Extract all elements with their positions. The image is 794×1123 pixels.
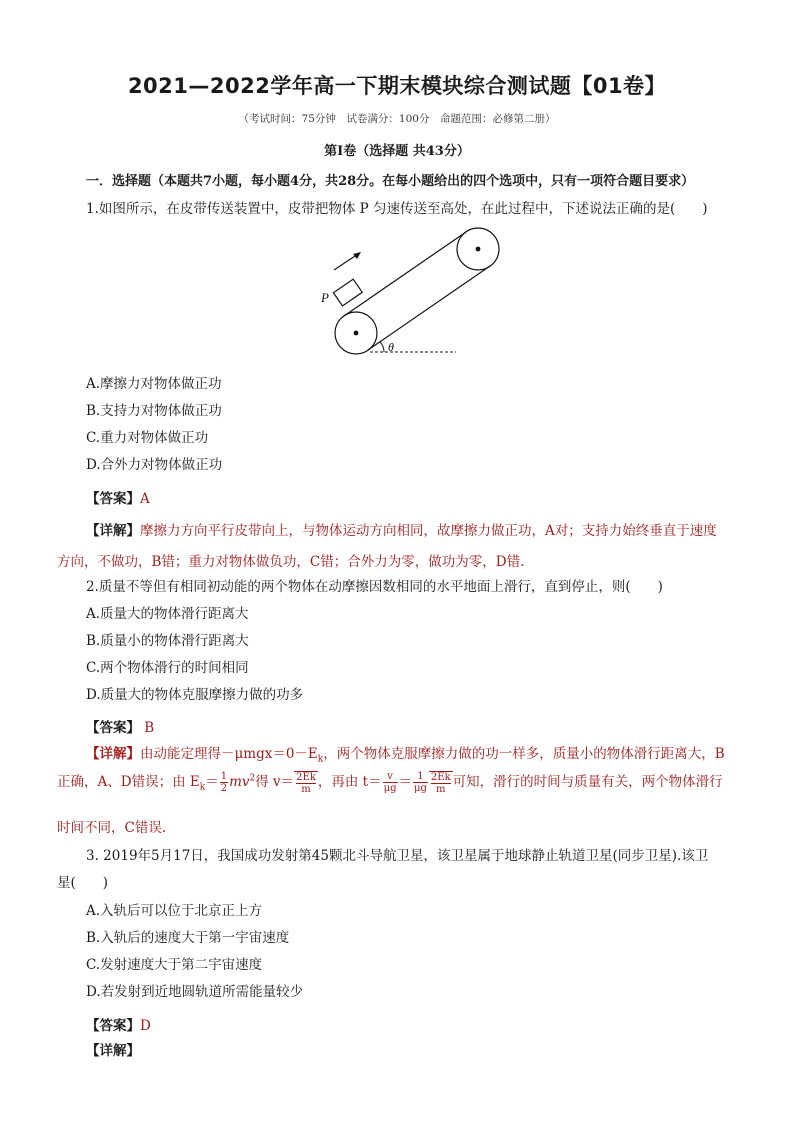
belt-bottom (368, 266, 490, 350)
q1-option-d: D.合外力对物体做正功 (86, 457, 223, 473)
fraction-v-over-mug: $\frac{v}{\mu g}$ (383, 771, 397, 794)
q3-answer: 【答案】D (86, 1018, 151, 1034)
q2-option-c: C.两个物体滑行的时间相同 (86, 660, 249, 676)
label-theta: θ (388, 340, 394, 354)
block-p (333, 279, 362, 306)
answer-value: A (140, 491, 150, 507)
question-3-stem-line-1: 3. 2019年5月17日，我国成功发射第45颗北斗导航卫星，该卫星属于地球静止轨道卫星(同步卫星).该卫 (86, 848, 709, 864)
q3-option-a: A.入轨后可以位于北京正上方 (86, 903, 263, 919)
q1-option-a: A.摩擦力对物体做正功 (86, 376, 222, 392)
q3-option-c: C.发射速度大于第二宇宙速度 (86, 957, 263, 973)
part-heading: 一．选择题（本题共7小题，每小题4分，共28分。在每小题给出的四个选项中，只有一项符合题目要求） (86, 174, 695, 189)
question-2-stem: 2.质量不等但有相同初动能的两个物体在动摩擦因数相同的水平地面上滑行，直到停止，则( ) (86, 579, 663, 595)
sqrt-expression-2: $\frac{2Ek}{m}$ (430, 771, 451, 795)
q1-detail-line-2: 方向，不做功，B错；重力对物体做负功，C错；合外力为零，做功为零，D错. (57, 554, 525, 570)
q2-option-b: B.质量小的物体滑行距离大 (86, 633, 249, 649)
belt-top (344, 232, 466, 316)
conveyor-belt-figure (310, 218, 510, 360)
answer-label: 【答案】 (86, 491, 140, 507)
q1-answer (86, 487, 150, 507)
exam-title: 2021—2022学年高一下期末模块综合测试题【01卷】 (127, 74, 667, 98)
exam-info: （考试时间：75分钟 试卷满分：100分 命题范围：必修第二册） (238, 113, 556, 125)
velocity-arrow (334, 254, 358, 270)
sqrt-expression: $\frac{2Ek}{m}$ (296, 771, 316, 795)
q2-answer: 【答案】 B (86, 720, 155, 736)
q2-detail-line-3: 时间不同，C错误. (57, 820, 167, 836)
q1-option-c: C.重力对物体做正功 (86, 430, 209, 446)
q2-option-a: A.质量大的物体滑行距离大 (86, 606, 249, 622)
q2-detail-line-2: 正确，A、D错误；由 $E_k=$ $\frac{1}{2}$ $mv^2$得 v＝ $\frac{2Ek}{m}$ ，再由 t＝ $\frac{v}{\mu g}$ ＝ $\frac{1}{\mu g}$ $\frac{2Ek}{m}$ 可知，滑行的时间与质量有关，两个物体滑行 (57, 771, 723, 795)
question-3-stem-line-2: 星( ) (57, 875, 109, 891)
q1-option-b: B.支持力对物体做正功 (86, 403, 222, 419)
q3-option-b: B.入轨后的速度大于第一宇宙速度 (86, 930, 290, 946)
question-1-stem: 1.如图所示，在皮带传送装置中，皮带把物体 P 匀速传送至高处，在此过程中，下述说法正确的是( ) (86, 201, 708, 217)
q2-option-d: D.质量大的物体克服摩擦力做的功多 (86, 687, 304, 703)
q2-detail-line-1: 【详解】由动能定理得$-\mu mgx=0-E_k$，两个物体克服摩擦力做的功一样多，质量小的物体滑行距离大，B (86, 746, 725, 765)
q3-option-d: D.若发射到近地圆轨道所需能量较少 (86, 984, 304, 1000)
detail-label: 【详解】 (86, 523, 140, 539)
section-heading: 第Ⅰ卷（选择题 共43分） (324, 144, 470, 159)
q1-detail-line-1: 【详解】摩擦力方向平行皮带向上，与物体运动方向相同，故摩擦力做正功，A对；支持力始终垂直于速度 (86, 523, 717, 539)
fraction-half: $\frac{1}{2}$ (220, 771, 228, 794)
fraction-1-over-mug: $\frac{1}{\mu g}$ (414, 771, 427, 794)
label-p: P (321, 290, 329, 305)
q3-detail: 【详解】 (86, 1043, 140, 1059)
